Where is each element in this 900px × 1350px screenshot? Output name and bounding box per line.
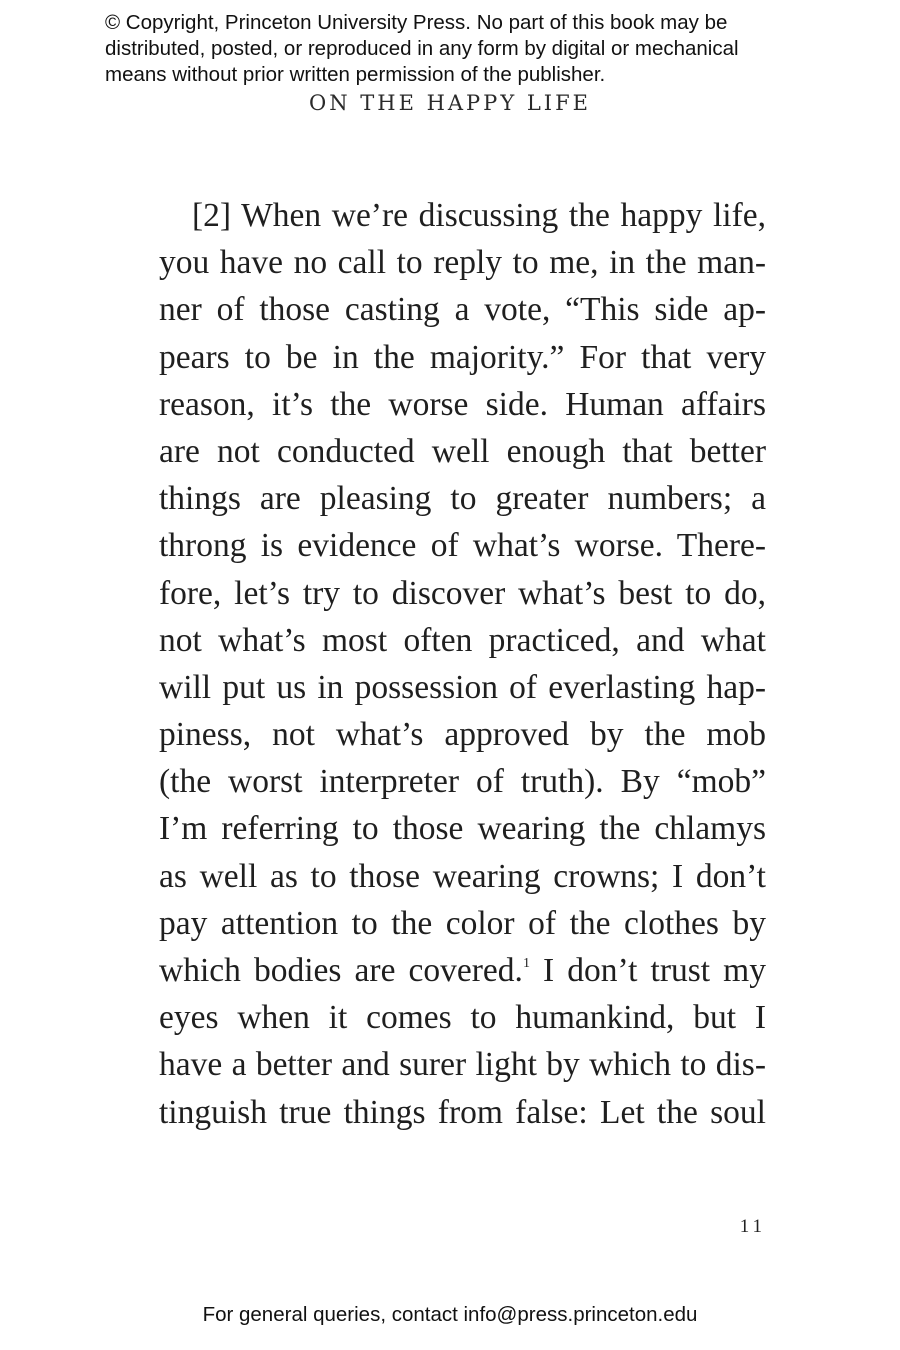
text-line: fore, let’s try to discover what’s best to do, [159,574,766,612]
text-line: throng is evidence of what’s worse. There- [159,527,766,565]
text-line: (the worst interpreter of truth). By “mob” [159,763,766,801]
text-line: piness, not what’s approved by the mob [159,716,766,754]
copyright-notice [105,10,825,88]
text-line: [2] When we’re discussing the happy life, [192,197,766,234]
body-paragraph [159,192,766,1136]
running-head: ON THE HAPPY LIFE [308,91,591,115]
text-line: eyes when it comes to humankind, but I [159,999,766,1037]
text-line: are not conducted well enough that better [159,432,766,470]
text-line: I’m referring to those wearing the chlamys [159,810,766,848]
copyright-line: © Copyright, Princeton University Press. No part of this book may be [105,11,728,34]
text-segment: I don’t trust my [529,952,766,989]
copyright-line: means without prior written permission of the publisher. [105,63,606,86]
text-line: reason, it’s the worse side. Human affairs [159,385,766,423]
text-line: pears to be in the majority.” For that very [159,338,766,376]
text-line: pay attention to the color of the clothes by [159,904,766,942]
footnote-marker[interactable]: 1 [522,956,530,971]
text-line-with-footnote [159,947,766,994]
text-line: will put us in possession of everlasting hap- [159,668,766,706]
text-line: tinguish true things from false: Let the soul [159,1093,766,1131]
text-line: not what’s most often practiced, and what [159,621,766,659]
text-line: things are pleasing to greater numbers; a [159,480,766,518]
page-number: 11 [739,1216,766,1237]
text-line: ner of those casting a vote, “This side ap- [159,291,766,329]
contact-footer: For general queries, contact info@press.princeton.edu [202,1303,698,1326]
copyright-line: distributed, posted, or reproduced in any form by digital or mechanical [105,37,739,60]
text-line: have a better and surer light by which to dis- [159,1046,766,1084]
text-line: as well as to those wearing crowns; I don’t [159,857,766,895]
text-line: you have no call to reply to me, in the man- [159,244,766,282]
text-segment: which bodies are covered. [159,952,523,989]
